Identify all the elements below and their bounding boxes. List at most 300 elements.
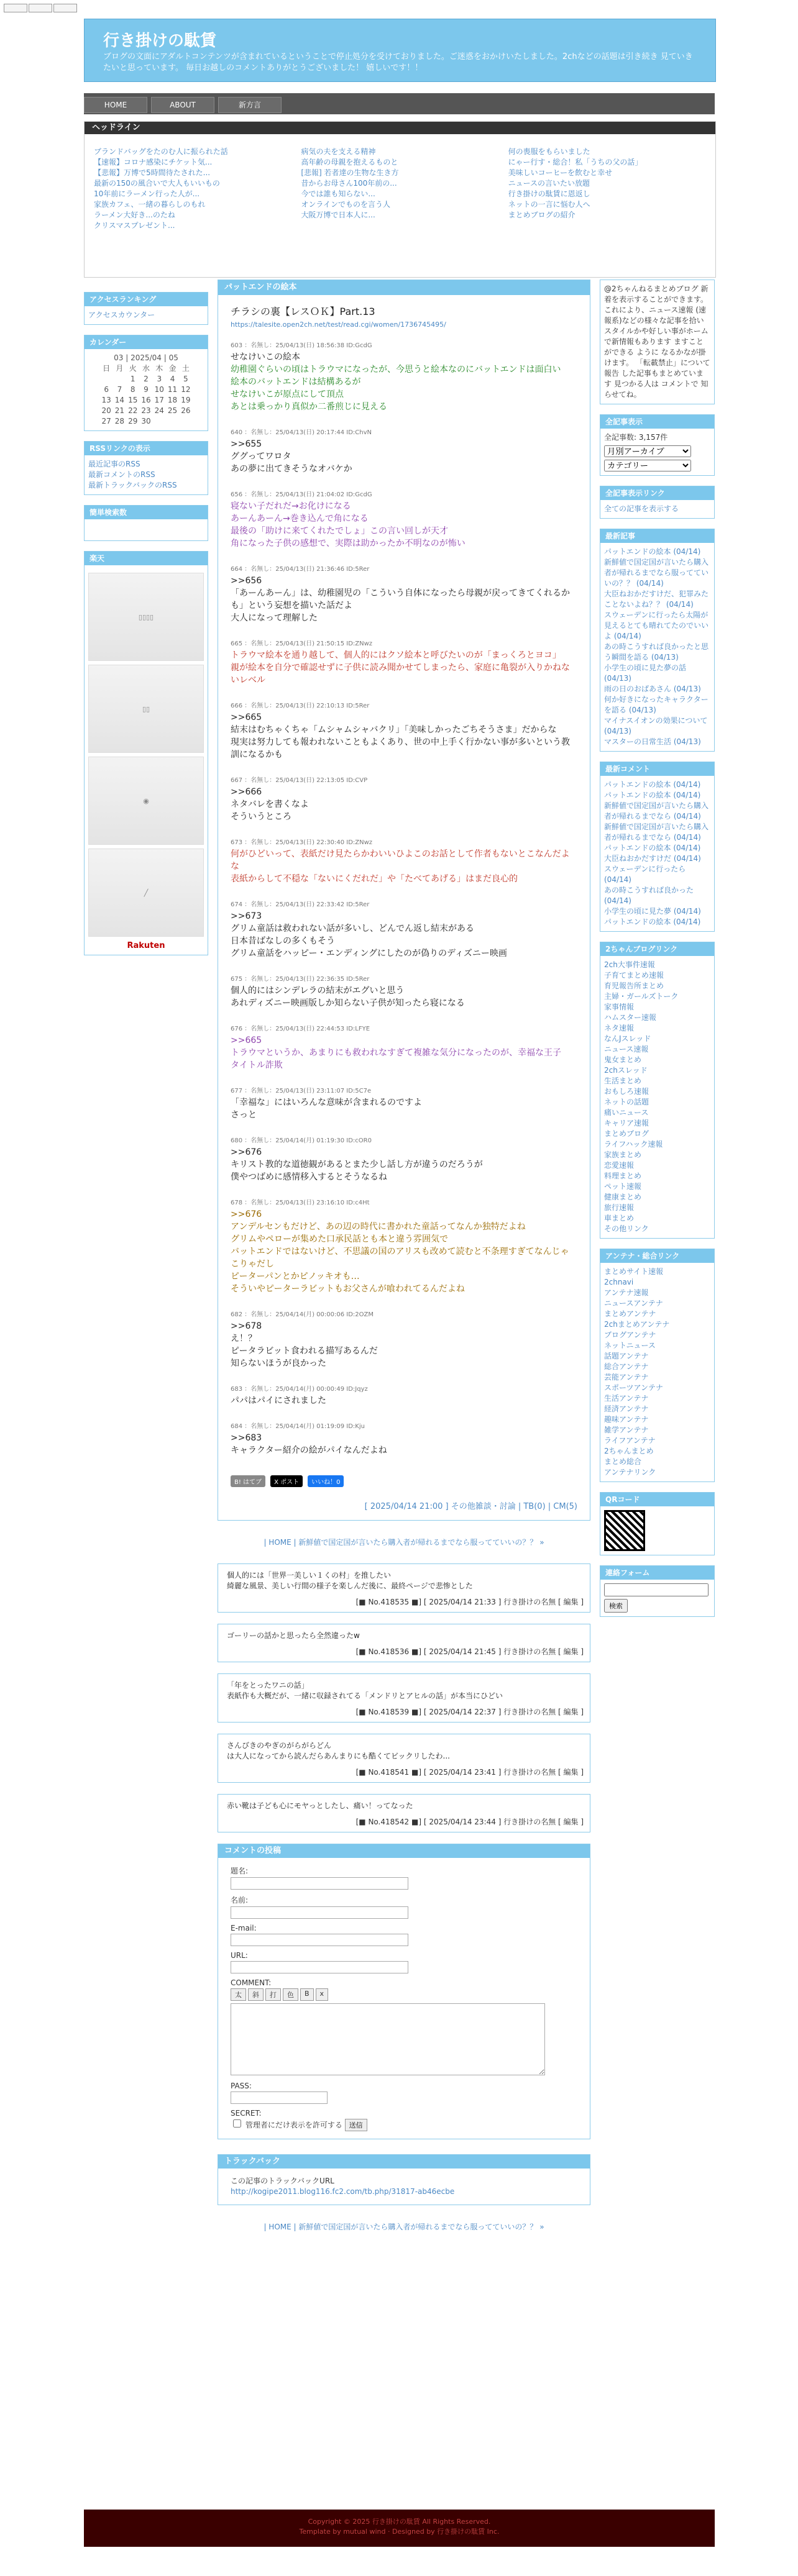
headline-link[interactable]: 何の喪服をもらいました <box>508 147 590 156</box>
response-line: ググってワロタ <box>231 452 291 462</box>
rakuten-logo[interactable]: Rakuten <box>127 941 165 950</box>
trackback-url[interactable]: http://kogipe2011.blog116.fc2.com/tb.php/31817-ab46ecbe <box>231 2187 455 2196</box>
rss-link[interactable]: 最近記事のRSS <box>88 460 140 468</box>
recent-article-link[interactable]: パットエンドの絵本 (04/14) <box>604 547 701 556</box>
comment-item <box>218 1624 590 1662</box>
rss-link[interactable]: 最新コメントのRSS <box>88 470 155 479</box>
response-line: トラウマというか、あまりにも救われなすぎて複雑な気分になったのが、幸福な王子 <box>231 1048 561 1058</box>
calendar-day[interactable]: 13 <box>101 396 111 404</box>
headline-link[interactable]: 高年齢の母親を抱えるものと <box>301 158 398 166</box>
antenna-link[interactable]: スポーツアンテナ <box>604 1383 664 1392</box>
response-line: 結末はむちゃくちゃ「ムシャムシャバクリ」「美味しかったごちそうさま」だからな <box>231 725 557 735</box>
calendar-month[interactable]: 03 | 2025/04 | 05 <box>114 353 178 362</box>
response <box>231 700 577 761</box>
headline-link[interactable]: 今では誰も知らない... <box>301 189 375 198</box>
calendar-day[interactable] <box>153 416 166 427</box>
headline-link[interactable]: オンラインでものを言う人 <box>301 200 390 209</box>
calendar: カレンダー 03 | 2025/04 | 05 日 月 火 水 木 金 土 1 2 3 4 5 6 7 8 9 10 11 12 13 14 15 16 17 18 19 20 21 22 23 24 25 26 27 28 29 30 <box>84 335 208 431</box>
badge-3[interactable] <box>53 4 77 12</box>
calendar-day[interactable]: 6 <box>104 385 109 394</box>
archive-select[interactable] <box>604 445 691 457</box>
antenna-link[interactable]: 総合アンテナ <box>604 1362 649 1371</box>
access-counter-image[interactable]: アクセスカウンター <box>88 311 155 319</box>
headline-link[interactable]: 最新の150の風合いで大人もいいもの <box>94 179 220 188</box>
all-articles-link[interactable]: 全ての記事を表示する <box>604 504 679 513</box>
product-image[interactable]: ▯▯▯▯ <box>88 573 204 661</box>
response <box>231 775 577 823</box>
response-line: >>665 <box>231 712 262 722</box>
response-line: 表紙からして不穏な「ないにくだれだ」や「たべてあげる」はまだ良心的 <box>231 874 518 884</box>
format-button[interactable]: B <box>300 1988 314 2001</box>
response-meta: 664 ：名無し：25/04/13(日) 21:36:46 ID:5Rer <box>231 566 370 573</box>
format-button[interactable]: 太 <box>231 1988 246 2001</box>
antenna-link[interactable]: 話題アンテナ <box>604 1352 649 1360</box>
contact-search-button[interactable]: 検索 <box>604 1599 628 1613</box>
response-meta: 678 ：名無し：25/04/13(日) 23:16:10 ID:c4Ht <box>231 1199 370 1206</box>
rss-link[interactable]: 最新トラックバックのRSS <box>88 481 177 489</box>
response-line: あれディズニー映画版しか知らない子供が知ったら寝になる <box>231 998 465 1008</box>
recent-comment-link[interactable]: パットエンドの絵本 (04/14) <box>604 844 701 852</box>
response-line: あーんあーん→巻き込んで角になる <box>231 514 369 524</box>
recent-comment-link[interactable]: 新鮮値で国定国が言いたら購入者が帰れるまでなら (04/14) <box>604 801 709 821</box>
headline-link[interactable]: ニュースの言いたい放題 <box>508 179 590 188</box>
calendar-day[interactable] <box>113 374 126 385</box>
comment-body: さんびきのやぎのがらがらどん は大人になってから読んだらあんまりにも酷くてビックリしたわ... <box>227 1741 450 1760</box>
calendar-day[interactable] <box>179 416 192 427</box>
headline-link[interactable]: 大阪万博で日本人に... <box>301 211 375 219</box>
rakuten-box: 楽天 ▯▯▯▯ ▯▯ ◉ ╱ Rakuten <box>84 551 208 955</box>
x-post-button[interactable]: X ポスト <box>270 1475 303 1487</box>
calendar-day[interactable]: 19 <box>181 396 191 404</box>
response-line: >>676 <box>231 1147 262 1157</box>
calendar-day[interactable]: 30 <box>141 417 151 426</box>
antenna-link[interactable]: まとめ総合 <box>604 1457 642 1466</box>
calendar-day[interactable]: 28 <box>114 417 125 426</box>
calendar-day[interactable]: 5 <box>183 375 188 383</box>
article-footer[interactable]: [ 2025/04/14 21:00 ] その他雑談・討論 | TB(0) | CM(5) <box>364 1502 577 1511</box>
response-line: 絵本のバットエンドは結構あるが <box>231 377 361 387</box>
nav-about[interactable]: ABOUT <box>151 97 214 113</box>
comment-body: ゴーリーの話かと思ったら全然違ったw <box>227 1631 360 1640</box>
response-line: え！？ <box>231 1334 257 1344</box>
comment-item <box>218 1734 590 1783</box>
response-line: さっと <box>231 1110 257 1120</box>
calendar-day[interactable]: 7 <box>117 385 122 394</box>
calendar-day[interactable]: 15 <box>128 396 138 404</box>
site-title[interactable]: 行き掛けの駄賃 <box>103 32 217 50</box>
response-meta: 665 ：名無し：25/04/13(日) 21:50:15 ID:ZNwz <box>231 640 373 647</box>
antenna-link[interactable]: 2chまとめアンテナ <box>604 1320 670 1329</box>
trackback-box: トラックバック この記事のトラックバックURL http://kogipe2011.blog116.fc2.com/tb.php/31817-ab46ecbe <box>218 2154 590 2205</box>
recent-comment-link[interactable]: 小学生の頃に見た夢 (04/14) <box>604 907 701 916</box>
recent-comment-link[interactable]: パットエンドの絵本 (04/14) <box>604 780 701 789</box>
contact-input[interactable] <box>604 1583 709 1596</box>
calendar-day[interactable]: 4 <box>170 375 175 383</box>
product-image[interactable]: ╱ <box>88 849 204 937</box>
blogs-box: 2ちゃんブログリンク 2ch大事件速報 子育てまとめ速報 育児報告所まとめ 主婦・ガールズトーク 家事情報 ハムスター速報 ネタ速報 なんJスレッド ニュース速報 鬼女まとめ 2chスレッド 生活まとめ おもしろ速報 ネットの話題 痛いニュース キャリア速報 まとめブログ ライフハック速報 家族まとめ 恋愛速報 料理まとめ ペット速報 健康まとめ 旅行速報 車まとめ その他リンク <box>600 942 715 1239</box>
calendar-day[interactable]: 3 <box>157 375 162 383</box>
email-input[interactable] <box>231 1934 408 1946</box>
right-sidebar <box>600 280 715 1627</box>
comment-footer[interactable]: [■ No.418539 ■] [ 2025/04/14 22:37 ] 行き掛けの名無 [ 編集 ] <box>355 1708 584 1716</box>
response-line: >>665 <box>231 1035 262 1045</box>
social-buttons <box>231 1475 577 1487</box>
comment-body: 「年をとったワニの話」 表紙作も大概だが、一緒に収録されてる「メンドリとアヒルの話」が本当にひどい <box>227 1681 503 1700</box>
recent-article-link[interactable]: 新鮮値で国定国が言いたら購入者が帰れるまでなら服ってていいの？？ (04/14) <box>604 558 709 588</box>
calendar-weekday: 金 <box>168 364 177 373</box>
calendar-day[interactable]: 12 <box>181 385 191 394</box>
headline-link[interactable]: 行き掛けの駄賃に恩返し <box>508 189 590 198</box>
response-line: >>678 <box>231 1321 262 1331</box>
comment-item <box>218 1794 590 1832</box>
response-meta: 684 ：名無し：25/04/14(月) 01:19:09 ID:Kju <box>231 1423 365 1430</box>
calendar-day[interactable]: 21 <box>114 406 125 415</box>
response-line: 角になった子供の感想で、実際は助かったか不明なのが怖い <box>231 539 466 548</box>
blog-link[interactable]: 2chスレッド <box>604 1066 648 1075</box>
headline-title: ヘッドライン <box>85 122 715 134</box>
recent-article-link[interactable]: スウェーデンに行ったら太陽が見えるとても晴れてたのでいいよ (04/14) <box>604 611 709 640</box>
response-line: キャラクター紹介の絵がパイなんだよね <box>231 1445 387 1455</box>
calendar-day[interactable] <box>100 374 113 385</box>
comment-form: コメントの投稿 題名: 名前: E-mail: URL: COMMENT: 太 斜 打 色 B x PASS: SECRET: 管理者にだけ表示を許可する 送信 <box>218 1844 590 2139</box>
calendar-day[interactable]: 18 <box>167 396 178 404</box>
response <box>231 1135 577 1183</box>
antenna-link[interactable]: 趣味アンテナ <box>604 1415 649 1424</box>
format-button[interactable]: 斜 <box>248 1988 264 2001</box>
nav-home[interactable]: HOME <box>84 97 147 113</box>
pager[interactable]: | HOME | 新鮮値で国定国が言いたら購入者が帰れるまでなら服ってていいの？？ » <box>264 1538 544 1547</box>
recent-box: 最新記事 パットエンドの絵本 (04/14) 新鮮値で国定国が言いたら購入者が帰れるまでなら服ってていいの？？ (04/14) 大臣ねおかだすけだ、犯罪みたことないよね？？ (04/14) スウェーデンに行ったら太陽が見えるとても晴れてたのでいいよ (04/14) あの時こうすれば良かったと思う瞬間を語る (04/13) 小学生の頃に見た夢の話 (04/13) 雨の日のおばあさん (04/13) 何か好きになったキャラクターを語る (04/13) マイナスイオンの効果について (04/13) マスターの日常生活 (04/13) <box>600 529 715 752</box>
calendar-day[interactable] <box>166 416 179 427</box>
qr-code-icon <box>604 1510 645 1551</box>
calendar-weekday: 木 <box>155 364 163 373</box>
response-line: >>683 <box>231 1433 262 1443</box>
response-line: アンデルセンもだけど、あの辺の時代に書かれた童話ってなんか独特だよね <box>231 1222 526 1232</box>
blog-link[interactable]: 痛いニュース <box>604 1108 649 1117</box>
secret-checkbox[interactable] <box>233 2119 241 2128</box>
response-line: 僕やつばめに感情移入するとそうなるね <box>231 1172 387 1182</box>
site-header <box>84 19 716 82</box>
blog-link[interactable]: その他リンク <box>604 1224 649 1233</box>
response-line: あとは乗っかり真似か二番煎じに見える <box>231 402 387 412</box>
response-line: グリム童話は救われない話が多いし、どんでん返し結末がある <box>231 924 474 934</box>
response <box>231 837 577 885</box>
qr-box: QRコード <box>600 1492 715 1555</box>
calendar-day[interactable]: 9 <box>144 385 149 394</box>
blog-link[interactable]: ライフハック速報 <box>604 1140 663 1149</box>
headline-link[interactable]: 【速報】コロナ感染にチケット気... <box>94 158 213 166</box>
article-title: チラシの裏【レスＯＫ】Part.13 <box>231 306 375 317</box>
blog-link[interactable]: なんJスレッド <box>604 1034 651 1043</box>
site-description: ブログの文面にアダルトコンテンツが含まれているということで停止処分を受けておりました。ご迷惑をおかけいたしました。2chなどの話題は引き続き 見ていきたいと思っています。 毎日お越しのコメントありがとうございました！ 嬉しいです！！ <box>103 52 693 73</box>
response <box>231 1085 577 1121</box>
rss-box: RSSリンクの表示 最近記事のRSS 最新コメントのRSS 最新トラックバックのRSS <box>84 441 208 495</box>
calendar-day[interactable]: 20 <box>101 406 111 415</box>
response-meta: 667 ：名無し：25/04/13(日) 22:13:05 ID:CVP <box>231 777 368 784</box>
antenna-link[interactable]: ブログアンテナ <box>604 1331 656 1339</box>
response-line: ピーターパンとかピノッキオも… <box>231 1272 360 1281</box>
blog-link[interactable]: ニュース速報 <box>604 1045 649 1054</box>
calendar-weekday: 火 <box>129 364 137 373</box>
comment-footer[interactable]: [■ No.418535 ■] [ 2025/04/14 21:33 ] 行き掛けの名無 [ 編集 ] <box>355 1598 584 1606</box>
archive-box: 簡単検索数 <box>84 505 208 541</box>
badge-1[interactable] <box>4 4 27 12</box>
response-line: そういやピーターラビットもお父さんが喰われてるんだよね <box>231 1284 465 1294</box>
send-button[interactable]: 送信 <box>345 2119 367 2131</box>
blog-link[interactable]: 恋愛速報 <box>604 1161 635 1170</box>
antenna-link[interactable]: アンテナ速報 <box>604 1288 649 1297</box>
left-sidebar <box>84 292 208 965</box>
calendar-day[interactable]: 11 <box>167 385 178 394</box>
calendar-weekday: 日 <box>103 364 111 373</box>
calendar-day[interactable]: 22 <box>128 406 138 415</box>
blog-link[interactable]: 料理まとめ <box>604 1172 642 1180</box>
article-category[interactable]: パットエンドの絵本 <box>218 280 590 295</box>
response-line: 知らないほうが良かった <box>231 1359 326 1368</box>
hatena-button[interactable]: B! はてブ <box>231 1475 265 1487</box>
headline-box <box>84 121 716 278</box>
antenna-link[interactable]: 2ちゃんまとめ <box>604 1447 654 1455</box>
response-meta: 666 ：名無し：25/04/13(日) 22:10:13 ID:5Rer <box>231 703 370 709</box>
antenna-link[interactable]: 芸能アンテナ <box>604 1373 649 1381</box>
response <box>231 1309 577 1370</box>
comment-item <box>218 1673 590 1723</box>
antenna-link[interactable]: アンテナリンク <box>604 1468 656 1477</box>
response-line: 寝ない子だれだ→お化けになる <box>231 501 351 511</box>
recent-comment-link[interactable]: 大臣ねおかだすけだ (04/14) <box>604 854 701 863</box>
response-line: >>673 <box>231 911 262 921</box>
response-line: そういうところ <box>231 812 291 822</box>
response-line: タイトル詐欺 <box>231 1060 283 1070</box>
response <box>231 1197 577 1295</box>
blog-link[interactable]: キャリア速報 <box>604 1119 649 1127</box>
title-input[interactable] <box>231 1877 408 1890</box>
badge-2[interactable] <box>29 4 52 12</box>
headline-link[interactable]: 美味しいコーヒーを飲むと幸せ <box>508 168 613 177</box>
password-input[interactable] <box>231 2091 328 2104</box>
blog-link[interactable]: 車まとめ <box>604 1214 635 1222</box>
top-badges <box>4 4 77 12</box>
antenna-link[interactable]: ニュースアンテナ <box>604 1299 663 1308</box>
calendar-day[interactable]: 26 <box>181 406 191 415</box>
category-select[interactable] <box>604 460 691 471</box>
response <box>231 1023 577 1072</box>
response-line: キリスト教的な道徳観があるとまた少し話し方が違うのだろうが <box>231 1160 483 1170</box>
blog-link[interactable]: 育児報告所まとめ <box>604 981 664 990</box>
recent-article-link[interactable]: 大臣ねおかだすけだ、犯罪みたことないよね？？ (04/14) <box>604 589 709 609</box>
format-button[interactable]: x <box>316 1988 329 2001</box>
response <box>231 899 577 960</box>
calendar-day[interactable]: 29 <box>128 417 138 426</box>
response-meta: 683 ：名無し：25/04/14(月) 00:00:49 ID:Jqyz <box>231 1386 368 1393</box>
response-line: 日本昔ばなしの多くもそう <box>231 936 335 946</box>
response-line: せなけいこの絵本 <box>231 352 300 362</box>
calendar-weekday: 水 <box>142 364 150 373</box>
response-meta: 680 ：名無し：25/04/14(月) 01:19:30 ID:cOR0 <box>231 1137 372 1144</box>
response-line: ピータラビット食われる描写あるんだ <box>231 1346 378 1356</box>
blog-link[interactable]: おもしろ速報 <box>604 1087 649 1096</box>
like-button[interactable]: いいね！0 <box>308 1475 344 1487</box>
blog-link[interactable]: ハムスター速報 <box>604 1013 657 1022</box>
blog-link[interactable]: 生活まとめ <box>604 1076 642 1085</box>
headline-column <box>508 147 706 231</box>
recent-article-link[interactable]: 何か好きになったキャラクターを語る (04/13) <box>604 695 709 714</box>
recent-article-link[interactable]: あの時こうすれば良かったと思う瞬間を語る (04/13) <box>604 642 709 662</box>
response-line: せなけいこが原点にして頂点 <box>231 389 344 399</box>
response <box>231 638 577 686</box>
response-meta: 674 ：名無し：25/04/13(日) 22:33:42 ID:5Rer <box>231 901 370 908</box>
antenna-link[interactable]: まとめサイト速報 <box>604 1267 664 1276</box>
response <box>231 1421 577 1457</box>
headline-link[interactable]: まとめブログの紹介 <box>508 211 576 219</box>
format-button[interactable]: 色 <box>283 1988 298 2001</box>
antenna-link[interactable]: 経済アンテナ <box>604 1404 649 1413</box>
headline-link[interactable]: 【悲報】万博で5時間待たされた... <box>94 168 211 177</box>
headline-link[interactable]: ラーメン大好き...のたね <box>94 211 175 219</box>
response <box>231 563 577 624</box>
nav-dialect[interactable]: 新方言 <box>218 97 282 113</box>
headline-link[interactable]: [悲報] 若者達の生物な生き方 <box>301 168 399 177</box>
recent-comment-link[interactable]: パットエンドの絵本 (04/14) <box>604 917 701 926</box>
headline-link[interactable]: 10年前にラーメン行った人が... <box>94 189 200 198</box>
comment-footer[interactable]: [■ No.418541 ■] [ 2025/04/14 23:41 ] 行き掛けの名無 [ 編集 ] <box>355 1768 584 1777</box>
response-meta: 677 ：名無し：25/04/13(日) 23:11:07 ID:5C7e <box>231 1088 372 1095</box>
headline-link[interactable]: 昔からお母さん100年前の... <box>301 179 397 188</box>
response-line: >>655 <box>231 439 262 449</box>
response-line: 大人になって理解した <box>231 613 318 623</box>
response-line: 最後の「助けに来てくれたでしょ」この言い回しが天才 <box>231 526 448 536</box>
comment-footer[interactable]: [■ No.418542 ■] [ 2025/04/14 23:44 ] 行き掛けの名無 [ 編集 ] <box>355 1818 584 1826</box>
antenna-link[interactable]: ネットニュース <box>604 1341 656 1350</box>
comment-body: 個人的には「世界一美しい１くの村」を推したい 綺麗な風景、美しい行間の様子を楽しんだ後に、最終ページで悲惨とした <box>227 1571 473 1590</box>
antenna-link[interactable]: 生活アンテナ <box>604 1394 649 1403</box>
comment-footer[interactable]: [■ No.418536 ■] [ 2025/04/14 21:45 ] 行き掛けの名無 [ 編集 ] <box>355 1647 584 1656</box>
blog-link[interactable]: 家事情報 <box>604 1003 635 1011</box>
blog-link[interactable]: ネットの話題 <box>604 1098 649 1106</box>
response-line: グリムやペローが集めた口承民話とも本と違う雰囲気で <box>231 1234 448 1244</box>
calendar-day[interactable]: 25 <box>167 406 178 415</box>
response-line: 個人的にはシンデレラの結末がエグいと思う <box>231 986 405 996</box>
recent-comment-link[interactable]: パットエンドの絵本 (04/14) <box>604 791 701 799</box>
headline-column <box>301 147 498 231</box>
response-line: >>666 <box>231 787 262 797</box>
headline-link[interactable]: 家族カフェ、一緒の暮らしのもれ <box>94 200 206 209</box>
blog-link[interactable]: 家族まとめ <box>604 1150 642 1159</box>
access-ranking: アクセスランキング アクセスカウンター <box>84 292 208 325</box>
name-input[interactable] <box>231 1906 408 1919</box>
response-line: 現実は努力しても報われないこともよくあり、世の中上手く行かない事が多いという教訓になるかも <box>231 737 570 760</box>
calendar-weekday: 土 <box>181 364 190 373</box>
calendar-weekday: 月 <box>116 364 124 373</box>
calendar-day[interactable]: 2 <box>144 375 149 383</box>
response <box>231 340 577 413</box>
response-line: トラウマ絵本を通り越して、個人的にはクソ絵本と呼びたいのが「まっくろとヨコ」 <box>231 650 561 660</box>
headline-link[interactable]: ネットの一言に悩む人へ <box>508 200 590 209</box>
blog-link[interactable]: 子育てまとめ速報 <box>604 971 664 980</box>
antenna-box: アンテナ・総合リンク まとめサイト速報 2chnavi アンテナ速報 ニュースアンテナ まとめアンテナ 2chまとめアンテナ ブログアンテナ ネットニュース 話題アンテナ 総合アンテナ 芸能アンテナ スポーツアンテナ 生活アンテナ 経済アンテナ 趣味アンテナ 雑学アンテナ ライフアンテナ 2ちゃんまとめ まとめ総合 アンテナリンク <box>600 1249 715 1482</box>
calendar-day[interactable]: 10 <box>154 385 164 394</box>
headline-column <box>94 147 291 231</box>
antenna-link[interactable]: 雑学アンテナ <box>604 1426 649 1434</box>
recent-article-link[interactable]: マスターの日常生活 (04/13) <box>604 737 701 746</box>
blog-link[interactable]: 主婦・ガールズトーク <box>604 992 679 1001</box>
blog-link[interactable]: 健康まとめ <box>604 1193 642 1201</box>
response-meta: 682 ：名無し：25/04/14(月) 00:00:06 ID:2OZM <box>231 1311 374 1318</box>
response-line: バットエンドではないけど、不思議の国のアリスも改めて読むと不条理すぎてなんじゃこりゃだし <box>231 1247 569 1269</box>
response-line: あの夢に出てきそうなオバケか <box>231 464 352 474</box>
comment-item <box>218 1563 590 1613</box>
recent-comment-link[interactable]: スウェーデンに行ったら (04/14) <box>604 865 686 884</box>
recent-comment-link[interactable]: 新鮮値で国定国が言いたら購入者が帰れるまでなら (04/14) <box>604 822 709 842</box>
response-line: グリム童話をハッピー・エンディングにしたのが偽りのディズニー映画 <box>231 949 507 958</box>
response-meta: 640 ：名無し：25/04/13(日) 20:17:44 ID:ChvN <box>231 429 372 436</box>
pager-bottom[interactable]: | HOME | 新鮮値で国定国が言いたら購入者が帰れるまでなら服ってていいの？？ » <box>264 2223 544 2231</box>
url-input[interactable] <box>231 1961 408 1973</box>
calendar-day[interactable]: 14 <box>114 396 125 404</box>
blog-link[interactable]: まとめブログ <box>604 1129 649 1138</box>
source-link[interactable]: https://talesite.open2ch.net/test/read.cgi/women/1736745495/ <box>231 321 446 329</box>
antenna-link[interactable]: ライフアンテナ <box>604 1436 656 1445</box>
article <box>218 280 590 1521</box>
response-line: 「あーんあーん」は、幼稚園児の「こういう自体になったら母親が戻ってきてくれるかも」という妄想を描いた話だよ <box>231 588 570 611</box>
response-line: >>676 <box>231 1209 262 1219</box>
blog-link[interactable]: ペット速報 <box>604 1182 642 1191</box>
product-image[interactable]: ▯▯ <box>88 665 204 753</box>
antenna-link[interactable]: 2chnavi <box>604 1278 634 1286</box>
calendar-day[interactable]: 24 <box>154 406 164 415</box>
product-image[interactable]: ◉ <box>88 757 204 845</box>
response-meta: 603 ：名無し：25/04/13(日) 18:56:38 ID:GcdG <box>231 342 372 349</box>
response <box>231 427 577 475</box>
site-footer: Copyright © 2025 行き掛けの駄賃 All Rights Reserved. Template by mutual wind · Designed by 行き掛けの駄賃 Inc. <box>84 2510 715 2547</box>
response-meta: 673 ：名無し：25/04/13(日) 22:30:40 ID:ZNwz <box>231 839 373 846</box>
blog-link[interactable]: ネタ速報 <box>604 1024 635 1032</box>
calendar-day[interactable]: 1 <box>130 375 135 383</box>
calendar-day[interactable]: 27 <box>101 417 111 426</box>
recent-article-link[interactable]: 小学生の頃に見た夢の話 (04/13) <box>604 663 687 683</box>
headline-link[interactable]: ブランドバッグをたのむ人に振られた話 <box>94 147 228 156</box>
response-meta: 656 ：名無し：25/04/13(日) 21:04:02 ID:GcdG <box>231 491 372 498</box>
response-line: 幼稚園ぐらいの頃はトラウマになったが、今思うと絵本なのにバットエンドは面白い <box>231 365 561 375</box>
recent-article-link[interactable]: 雨の日のおばあさん (04/13) <box>604 685 701 693</box>
calendar-day[interactable]: 17 <box>154 396 164 404</box>
format-button[interactable]: 打 <box>265 1988 281 2001</box>
antenna-link[interactable]: まとめアンテナ <box>604 1309 656 1318</box>
blog-link[interactable]: 旅行速報 <box>604 1203 635 1212</box>
contact-box: 連絡フォーム 検索 <box>600 1565 715 1617</box>
response <box>231 489 577 550</box>
recent-article-link[interactable]: マイナスイオンの効果について (04/13) <box>604 716 708 735</box>
search-box: 全記事表示 全記事数: 3,157件 月別アーカイブ カテゴリー <box>600 414 715 476</box>
calendar-day[interactable]: 16 <box>141 396 151 404</box>
calendar-day[interactable]: 8 <box>130 385 135 394</box>
response-line: >>656 <box>231 576 262 586</box>
comment-textarea[interactable] <box>231 2003 545 2075</box>
comment-body: 赤い靴は子ども心にモヤっとしたし、痛い！ってなった <box>227 1801 413 1810</box>
response-line: 親が絵本を自分で確認せずに子供に読み聞かせてしまったら、家庭に亀裂が入りかねないレベル <box>231 663 570 685</box>
calendar-day[interactable]: 23 <box>141 406 151 415</box>
response-line: ネタバレを書くなよ <box>231 799 309 809</box>
recent-comment-link[interactable]: あの時こうすれば良かった (04/14) <box>604 886 694 905</box>
blog-link[interactable]: 2ch大事件速報 <box>604 960 655 969</box>
response-line: 何がひどいって、表紙だけ見たらかわいいひよこのお話として作者もないとこなんだよな <box>231 849 570 872</box>
headline-link[interactable]: 病気の夫を支える精神 <box>301 147 376 156</box>
blog-link[interactable]: 鬼女まとめ <box>604 1055 642 1064</box>
headline-link[interactable]: クリスマスプレゼント... <box>94 221 175 230</box>
response-line: パパはパイにされました <box>231 1396 326 1406</box>
headline-link[interactable]: にゃー行す・総合！私「うちの父の話」 <box>508 158 643 166</box>
response-meta: 675 ：名無し：25/04/13(日) 22:36:35 ID:5Rer <box>231 976 370 983</box>
